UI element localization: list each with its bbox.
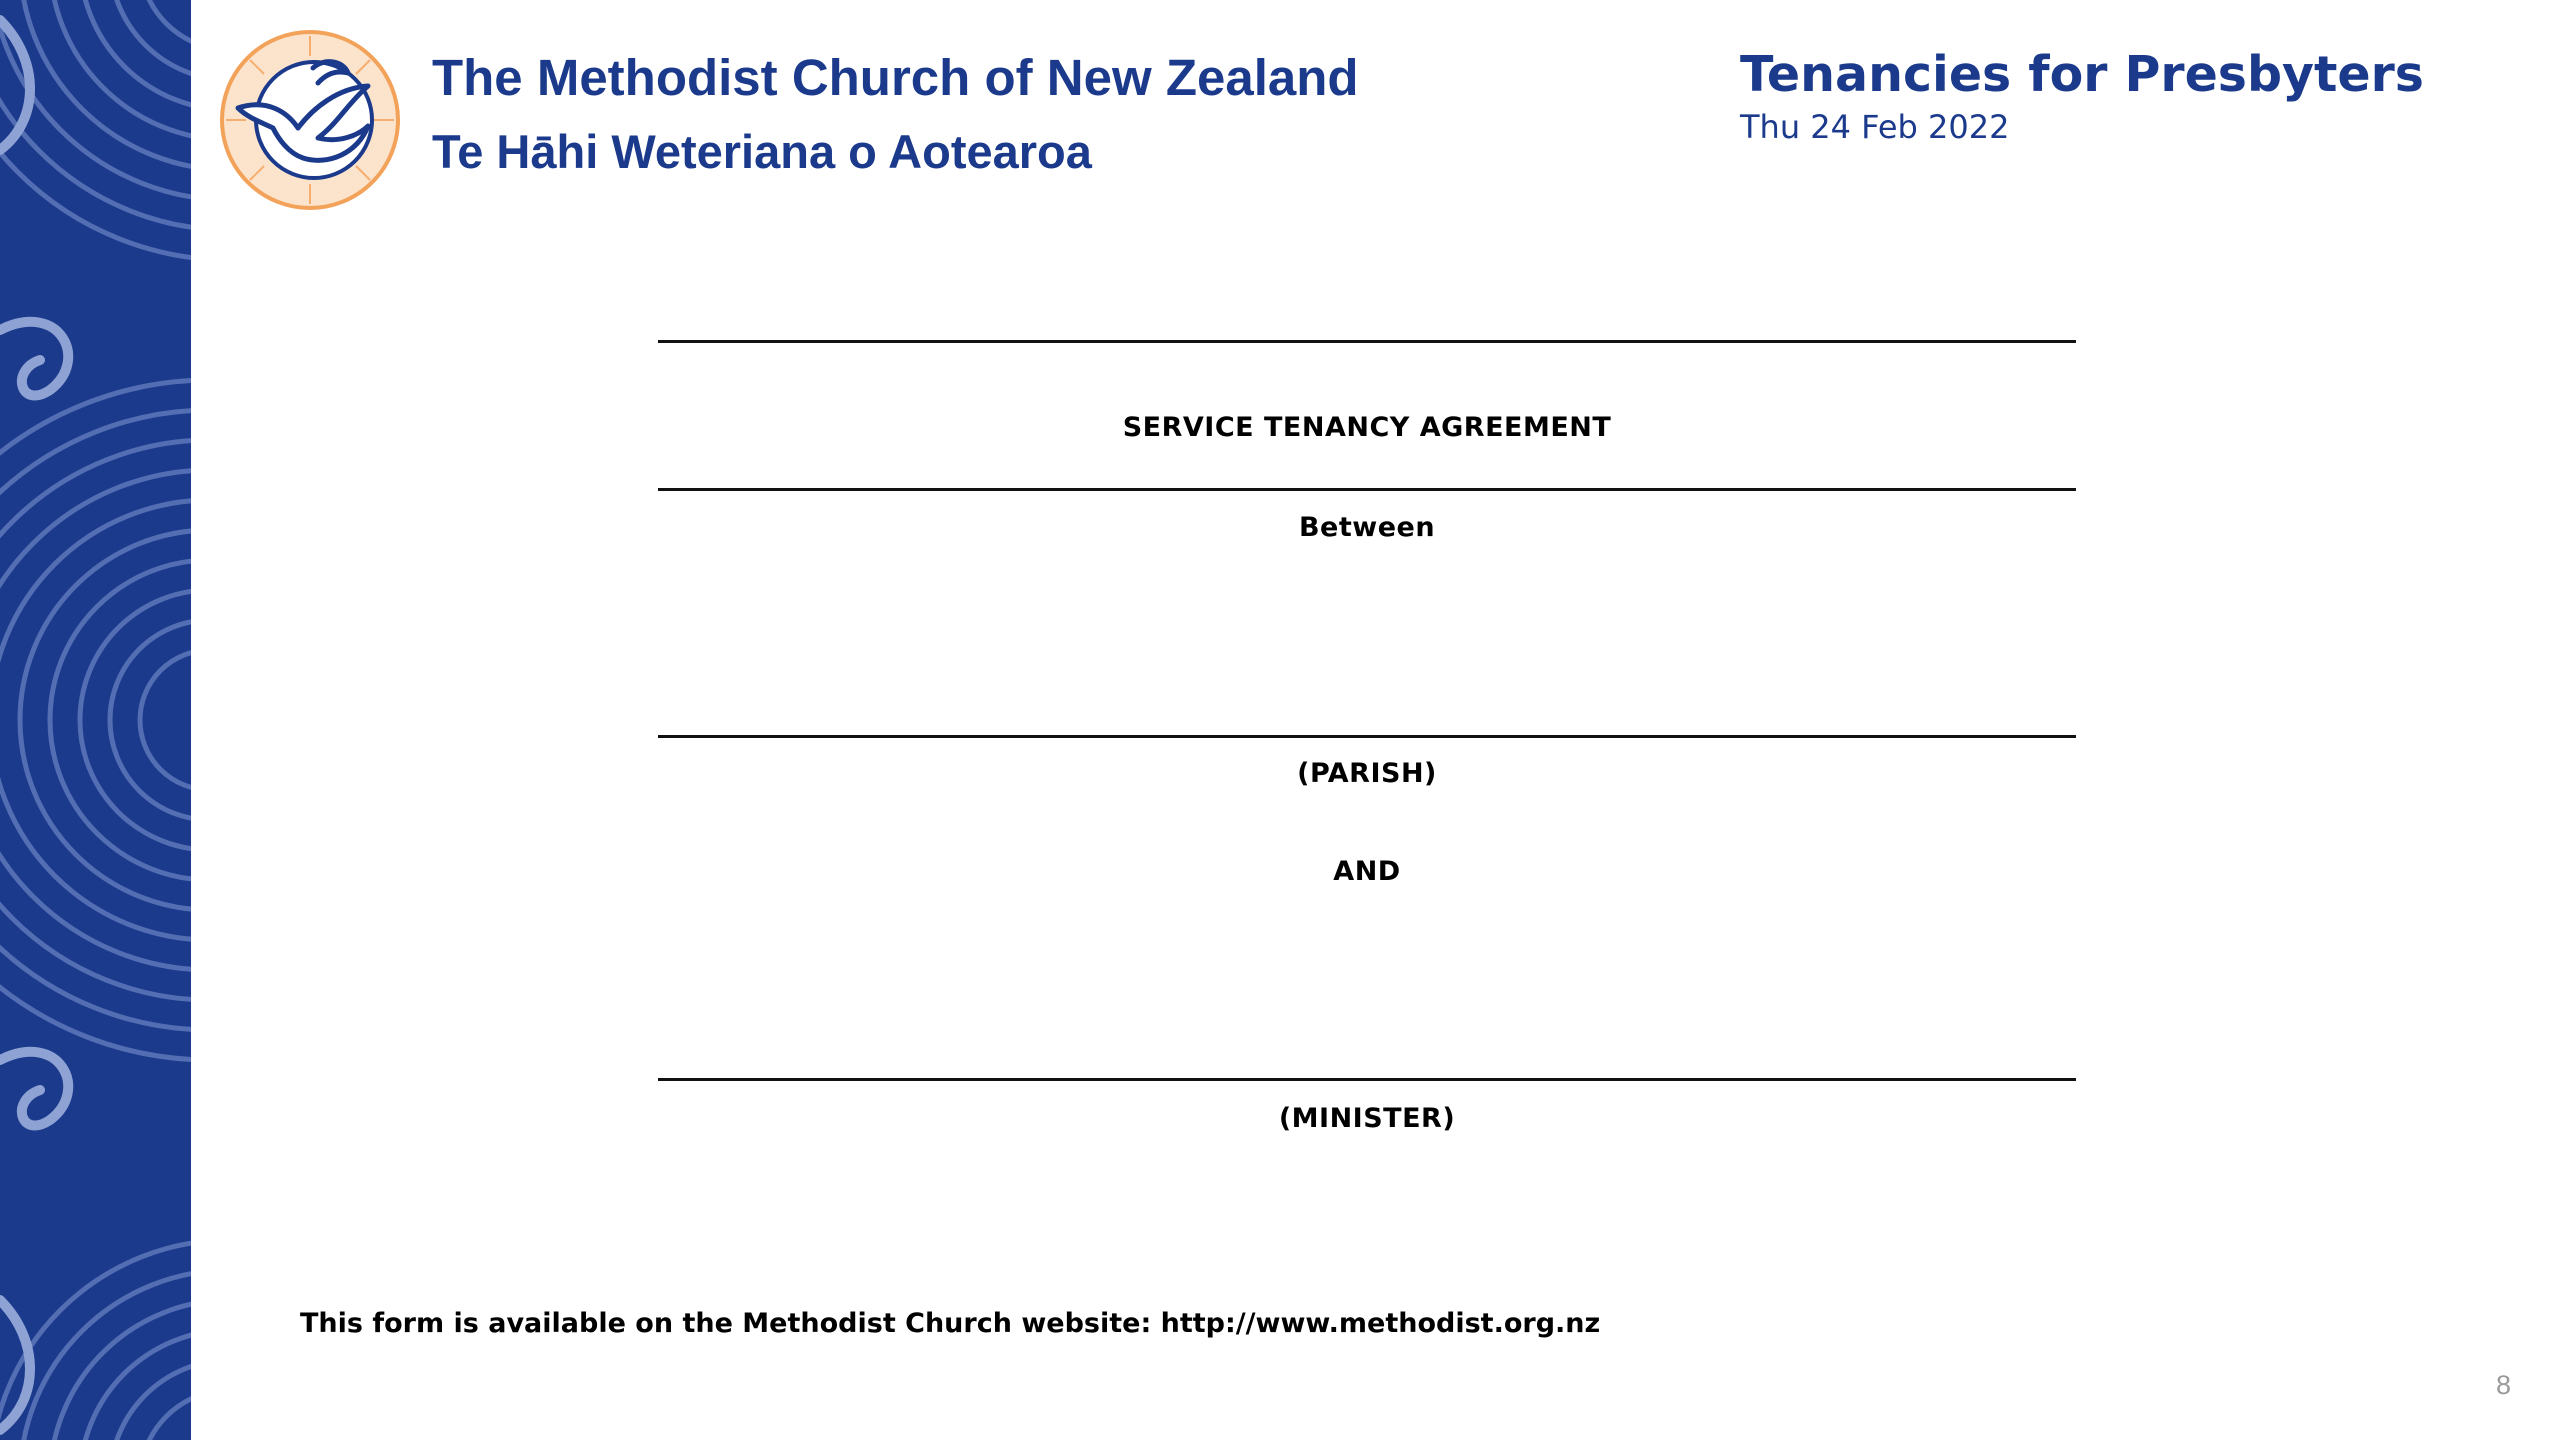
between-label: Between [1298, 512, 1436, 543]
deck-title: Tenancies for Presbyters [1740, 46, 2424, 103]
availability-note: This form is available on the Methodist Church website: http://www.methodist.org.nz [300, 1308, 1601, 1339]
org-name: The Methodist Church of New Zealand [432, 49, 1359, 106]
form-title: SERVICE TENANCY AGREEMENT [1122, 412, 1612, 443]
parish-signature-line [658, 735, 2076, 738]
minister-signature-line [658, 1078, 2076, 1081]
minister-label: (MINISTER) [1278, 1103, 1456, 1134]
decorative-sidebar [0, 0, 191, 1440]
org-name-maori: Te Hāhi Weteriana o Aotearoa [432, 125, 1092, 178]
dove-emblem-icon [218, 28, 402, 212]
deck-date: Thu 24 Feb 2022 [1740, 108, 2010, 146]
church-logo [218, 28, 402, 212]
koru-pattern-icon [0, 0, 191, 1440]
page-number: 8 [2496, 1370, 2512, 1400]
divider-line [658, 488, 2076, 491]
parish-label: (PARISH) [1297, 758, 1437, 789]
and-label: AND [1333, 856, 1401, 887]
divider-line [658, 340, 2076, 343]
